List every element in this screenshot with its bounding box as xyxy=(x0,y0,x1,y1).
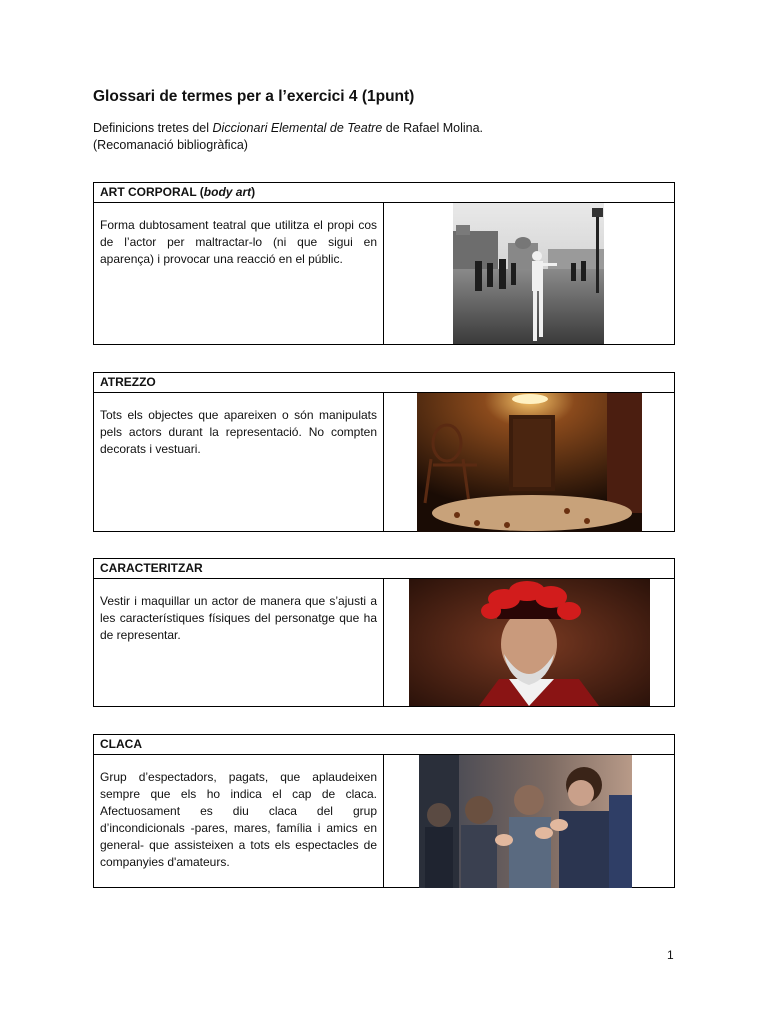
entry-art-corporal xyxy=(93,182,675,345)
entry-body xyxy=(94,579,674,707)
entry-body xyxy=(94,755,674,888)
term-label: ART CORPORAL ( xyxy=(100,185,204,199)
entry-body xyxy=(94,393,674,532)
entry-definition: Forma dubtosament teatral que utilitza el propi cos de l’actor per maltractar-lo (ni que sigui en aparença) i provocar una reacció en el públic. xyxy=(94,203,384,345)
entry-picture-cell xyxy=(384,755,674,888)
entry-picture-cell xyxy=(384,203,674,345)
intro-prefix: Definicions tretes del xyxy=(93,121,213,135)
intro-suffix: de Rafael Molina. xyxy=(382,121,484,135)
entry-definition: Vestir i maquillar un actor de manera que s’ajusti a les característiques físiques del personatge que ha de representar. xyxy=(94,579,384,707)
entry-definition: Tots els objectes que apareixen o són manipulats pels actors durant la representació. No compten decorats i vestuari. xyxy=(94,393,384,532)
term-close: ) xyxy=(251,185,256,199)
intro xyxy=(93,120,483,154)
term-italic: body art xyxy=(203,185,252,199)
entry-picture-cell xyxy=(384,579,674,707)
page-number: 1 xyxy=(667,948,674,962)
applauding-audience-photo xyxy=(419,755,632,888)
entry-definition: Grup d’espectadors, pagats, que aplaudeixen sempre que els ho indica el cap de claca. Afectuosament es diu claca del grup d’incondicionals -pares, mares, família i amics en general- que assisteixen a tots els espectacles de companyies d'amateurs. xyxy=(94,755,384,888)
entry-atrezzo xyxy=(93,372,675,532)
intro-line xyxy=(93,120,483,137)
entry-term: CARACTERITZAR xyxy=(94,559,674,579)
entry-term: ATREZZO xyxy=(94,373,674,393)
entry-claca xyxy=(93,734,675,888)
entry-body xyxy=(94,203,674,345)
street-performance-photo xyxy=(453,203,604,344)
intro-note: (Recomanació bibliogràfica) xyxy=(93,138,248,152)
book-title: Diccionari Elemental de Teatre xyxy=(212,121,383,135)
costumed-actor-photo xyxy=(409,579,650,706)
entry-term xyxy=(94,183,674,203)
page-title: Glossari de termes per a l’exercici 4 (1punt) xyxy=(93,88,415,105)
entry-picture-cell xyxy=(384,393,674,532)
stage-props-photo xyxy=(417,393,642,532)
entry-term: CLACA xyxy=(94,735,674,755)
entry-caracteritzar xyxy=(93,558,675,707)
